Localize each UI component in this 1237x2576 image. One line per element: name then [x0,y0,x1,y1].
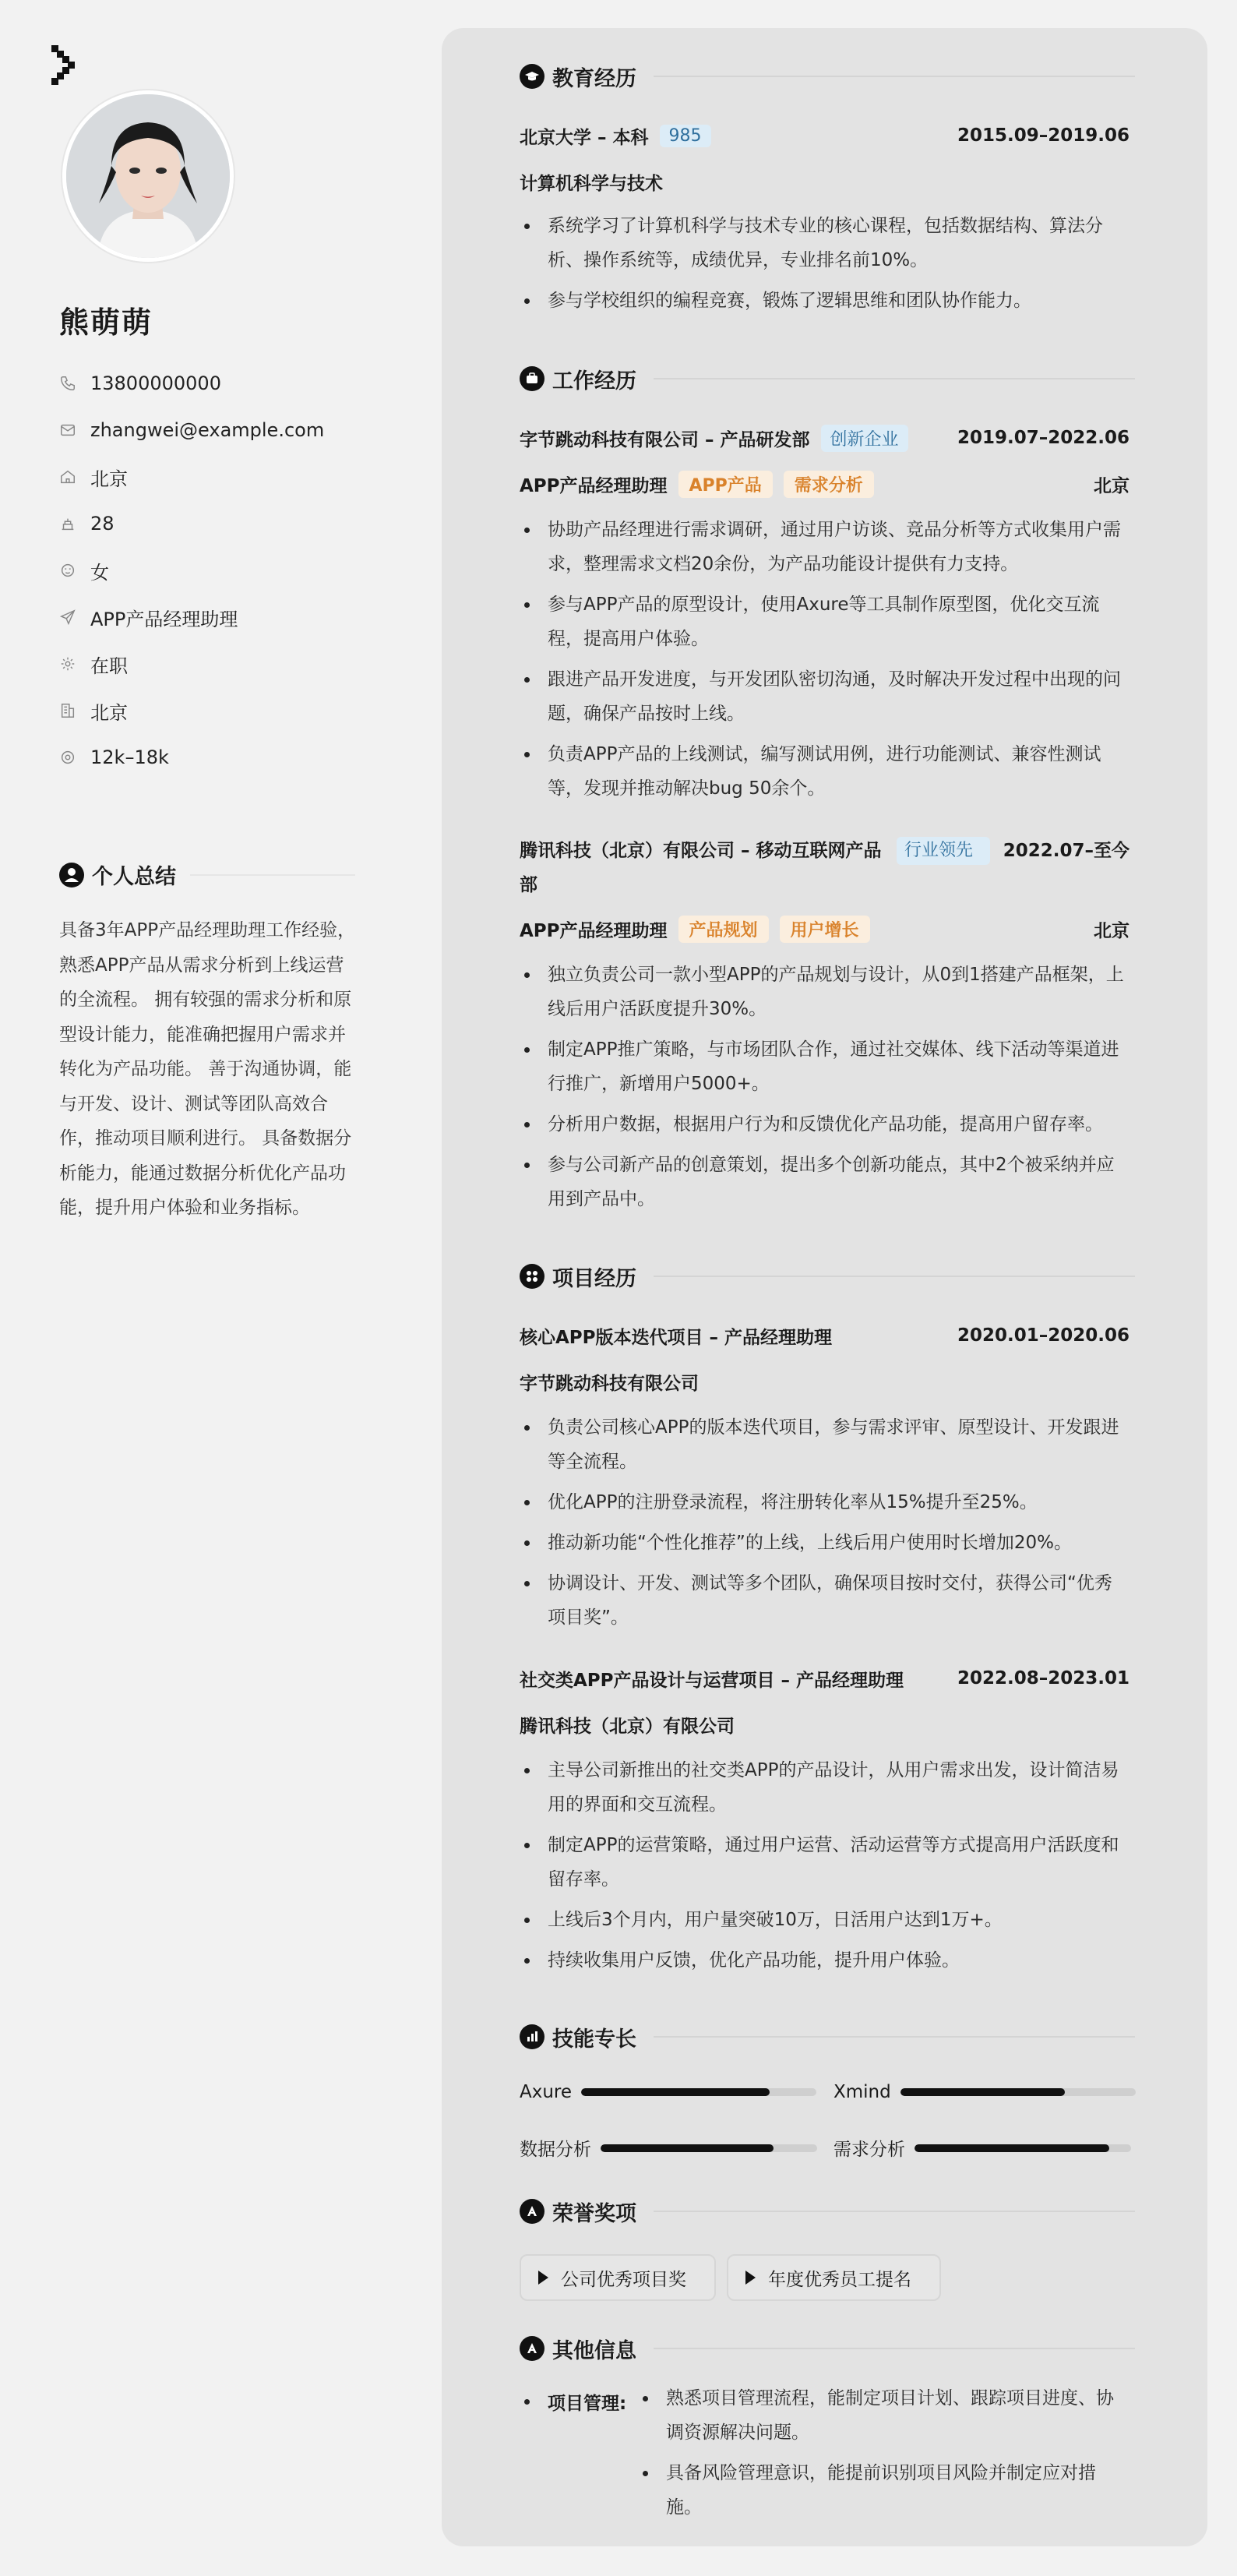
skill-bar [581,2088,816,2096]
list-item: 持续收集用户反馈，优化产品功能，提升用户体验。 [520,1943,1130,1978]
project-bullets [520,1753,1130,1984]
company-tag: 行业领先 [897,837,990,865]
skill-bar-fill [915,2144,1109,2152]
school-tag: 985 [660,125,711,147]
divider [654,2348,1135,2349]
list-item: 参与公司新产品的创意策划，提出多个创新功能点，其中2个被采纳并应用到产品中。 [520,1148,1130,1216]
divider [654,2036,1135,2038]
job-date: 2022.07–至今 [1003,841,1130,861]
role-row [520,915,1130,943]
chart-icon [520,2024,544,2049]
list-item: 推动新功能“个性化推荐”的上线，上线后用户使用时长增加20%。 [520,1526,1130,1560]
phone-icon [59,375,76,392]
skill-bar-fill [601,2144,774,2152]
sidebar [0,0,421,2576]
skill-bar [915,2144,1131,2152]
list-item: 具备风险管理意识，能提前识别项目风险并制定应对措施。 [638,2456,1131,2525]
avatar [62,90,234,262]
home-icon [59,468,76,485]
list-item: 协调设计、开发、测试等多个团队，确保项目按时交付，获得公司“优秀项目奖”。 [520,1566,1130,1635]
projects-heading: 项目经历 [520,1262,1135,1290]
job-row [520,424,1130,452]
info-gender: 女 [59,547,324,594]
divider [654,378,1135,379]
role: APP产品经理助理 [520,475,668,496]
company-name: 字节跳动科技有限公司 – 产品研发部 [520,429,810,450]
job-row [520,834,1130,895]
list-item: 负责APP产品的上线测试，编写测试用例，进行功能测试、兼容性测试等，发现并推动解决bug 50余个。 [520,737,1130,806]
user-circle-icon [59,863,84,887]
honor-item: 年度优秀员工提名 [727,2254,941,2301]
briefcase-icon [520,366,544,391]
work-heading: 工作经历 [520,365,1135,393]
list-item: 跟进产品开发进度，与开发团队密切沟通，及时解决开发过程中出现的问题，确保产品按时上线。 [520,662,1130,731]
company-name: 腾讯科技（北京）有限公司 – 移动互联网产品部 [520,841,882,895]
role: APP产品经理助理 [520,920,668,941]
school-name: 北京大学 – 本科 [520,127,649,148]
divider [654,1276,1135,1277]
summary-heading: 个人总结 [59,859,355,890]
list-item: 分析用户数据，根据用户行为和反馈优化产品功能，提高用户留存率。 [520,1107,1130,1142]
info-city: 北京 [59,687,324,734]
major: 计算机科学与技术 [520,173,663,194]
list-item: 协助产品经理进行需求调研，通过用户访谈、竞品分析等方式收集用户需求，整理需求文档20余份，为产品功能设计提供有力支持。 [520,513,1130,581]
project-company-row [520,1367,1130,1396]
info-salary: 12k–18k [59,734,324,781]
list-item: 独立负责公司一款小型APP的产品规划与设计，从0到1搭建产品框架，上线后用户活跃度提升30%。 [520,958,1130,1026]
project-company-row [520,1710,1130,1738]
info-email: zhangwei@example.com [59,407,324,453]
graduation-cap-icon [520,64,544,89]
role-row [520,470,1130,498]
mail-icon [59,422,76,439]
building-icon [59,702,76,719]
salary-icon [59,749,76,766]
project-date: 2020.01–2020.06 [957,1325,1130,1346]
other-bullets [638,2381,1131,2531]
project-row [520,1322,1130,1350]
role-tag: 用户增长 [780,916,870,943]
grid-icon [520,1264,544,1289]
info-location: 北京 [59,453,324,500]
skill-bar-fill [900,2088,1065,2096]
job-bullets [520,513,1130,812]
company-tag: 创新企业 [821,425,908,452]
project-company: 字节跳动科技有限公司 [520,1373,699,1394]
list-item: 主导公司新推出的社交类APP的产品设计，从用户需求出发，设计简洁易用的界面和交互流程。 [520,1753,1130,1822]
role-tag: 需求分析 [784,471,874,498]
profile-name: 熊萌萌 [59,305,153,340]
list-item: 熟悉项目管理流程，能制定项目计划、跟踪项目进度、协调资源解决问题。 [638,2381,1131,2450]
skill-xmind: Xmind [833,2082,1136,2102]
skill-bar-fill [581,2088,770,2096]
age-icon [59,515,76,532]
play-icon [538,2271,548,2285]
award-icon [520,2199,544,2224]
list-item: 系统学习了计算机科学与技术专业的核心课程，包括数据结构、算法分析、操作系统等，成绩优异，专业排名前10%。 [520,209,1130,277]
logo-icon [51,45,83,90]
honors-heading: 荣誉奖项 [520,2197,1135,2225]
list-item: 参与学校组织的编程竞赛，锻炼了逻辑思维和团队协作能力。 [520,284,1130,318]
major-row [520,168,1130,196]
other-heading: 其他信息 [520,2334,1135,2363]
list-item: 优化APP的注册登录流程，将注册转化率从15%提升至25%。 [520,1485,1130,1519]
job-date: 2019.07–2022.06 [957,428,1130,448]
honor-item: 公司优秀项目奖 [520,2254,716,2301]
education-heading: 教育经历 [520,62,1135,90]
skill-requirement-analysis: 需求分析 [833,2135,1131,2161]
avatar-portrait-icon [66,94,230,258]
info-position: APP产品经理助理 [59,594,324,640]
award-icon [520,2336,544,2361]
divider [654,76,1135,77]
project-name: 核心APP版本迭代项目 – 产品经理助理 [520,1327,833,1348]
list-item: 上线后3个月内，用户量突破10万，日活用户达到1万+。 [520,1903,1130,1937]
divider [654,2211,1135,2212]
send-icon [59,609,76,626]
project-date: 2022.08–2023.01 [957,1668,1130,1689]
other-label: 项目管理: [520,2389,626,2415]
education-bullets [520,209,1130,324]
education-date: 2015.09–2019.06 [957,125,1130,146]
list-item: 参与APP产品的原型设计，使用Axure等工具制作原型图，优化交互流程，提高用户体验。 [520,588,1130,656]
project-bullets [520,1410,1130,1641]
list-item: 制定APP推广策略，与市场团队合作，通过社交媒体、线下活动等渠道进行推广，新增用户5000+。 [520,1032,1130,1101]
list-item: 制定APP的运营策略，通过用户运营、活动运营等方式提高用户活跃度和留存率。 [520,1828,1130,1897]
status-icon [59,655,76,672]
play-icon [745,2271,756,2285]
job-bullets [520,958,1130,1223]
info-phone: 13800000000 [59,360,324,407]
info-age: 28 [59,500,324,547]
skill-data-analysis: 数据分析 [520,2135,817,2161]
summary-text: 具备3年APP产品经理助理工作经验，熟悉APP产品从需求分析到上线运营的全流程。 拥有较强的需求分析和原型设计能力，能准确把握用户需求并转化为产品功能。 善于沟通协调，能与开发、设计、测试等团队高效合作，推动项目顺利进行。 具备数据分析能力，能通过数据分析优化产品功能，提升用户体验和业务指标。 [59,920,356,1218]
skills-heading: 技能专长 [520,2023,1135,2051]
job-city: 北京 [1094,920,1130,941]
divider [190,874,355,876]
skill-bar [601,2144,817,2152]
gender-icon [59,562,76,579]
project-name: 社交类APP产品设计与运营项目 – 产品经理助理 [520,1670,904,1691]
role-tag: 产品规划 [678,916,769,943]
project-company: 腾讯科技（北京）有限公司 [520,1716,735,1737]
skill-bar [900,2088,1136,2096]
project-row [520,1664,1130,1692]
info-status: 在职 [59,640,324,687]
contact-info-list [59,360,324,781]
list-item: 负责公司核心APP的版本迭代项目，参与需求评审、原型设计、开发跟进等全流程。 [520,1410,1130,1479]
skill-axure: Axure [520,2082,816,2102]
role-tag: APP产品 [678,471,773,498]
education-row [520,122,1130,150]
job-city: 北京 [1094,475,1130,496]
